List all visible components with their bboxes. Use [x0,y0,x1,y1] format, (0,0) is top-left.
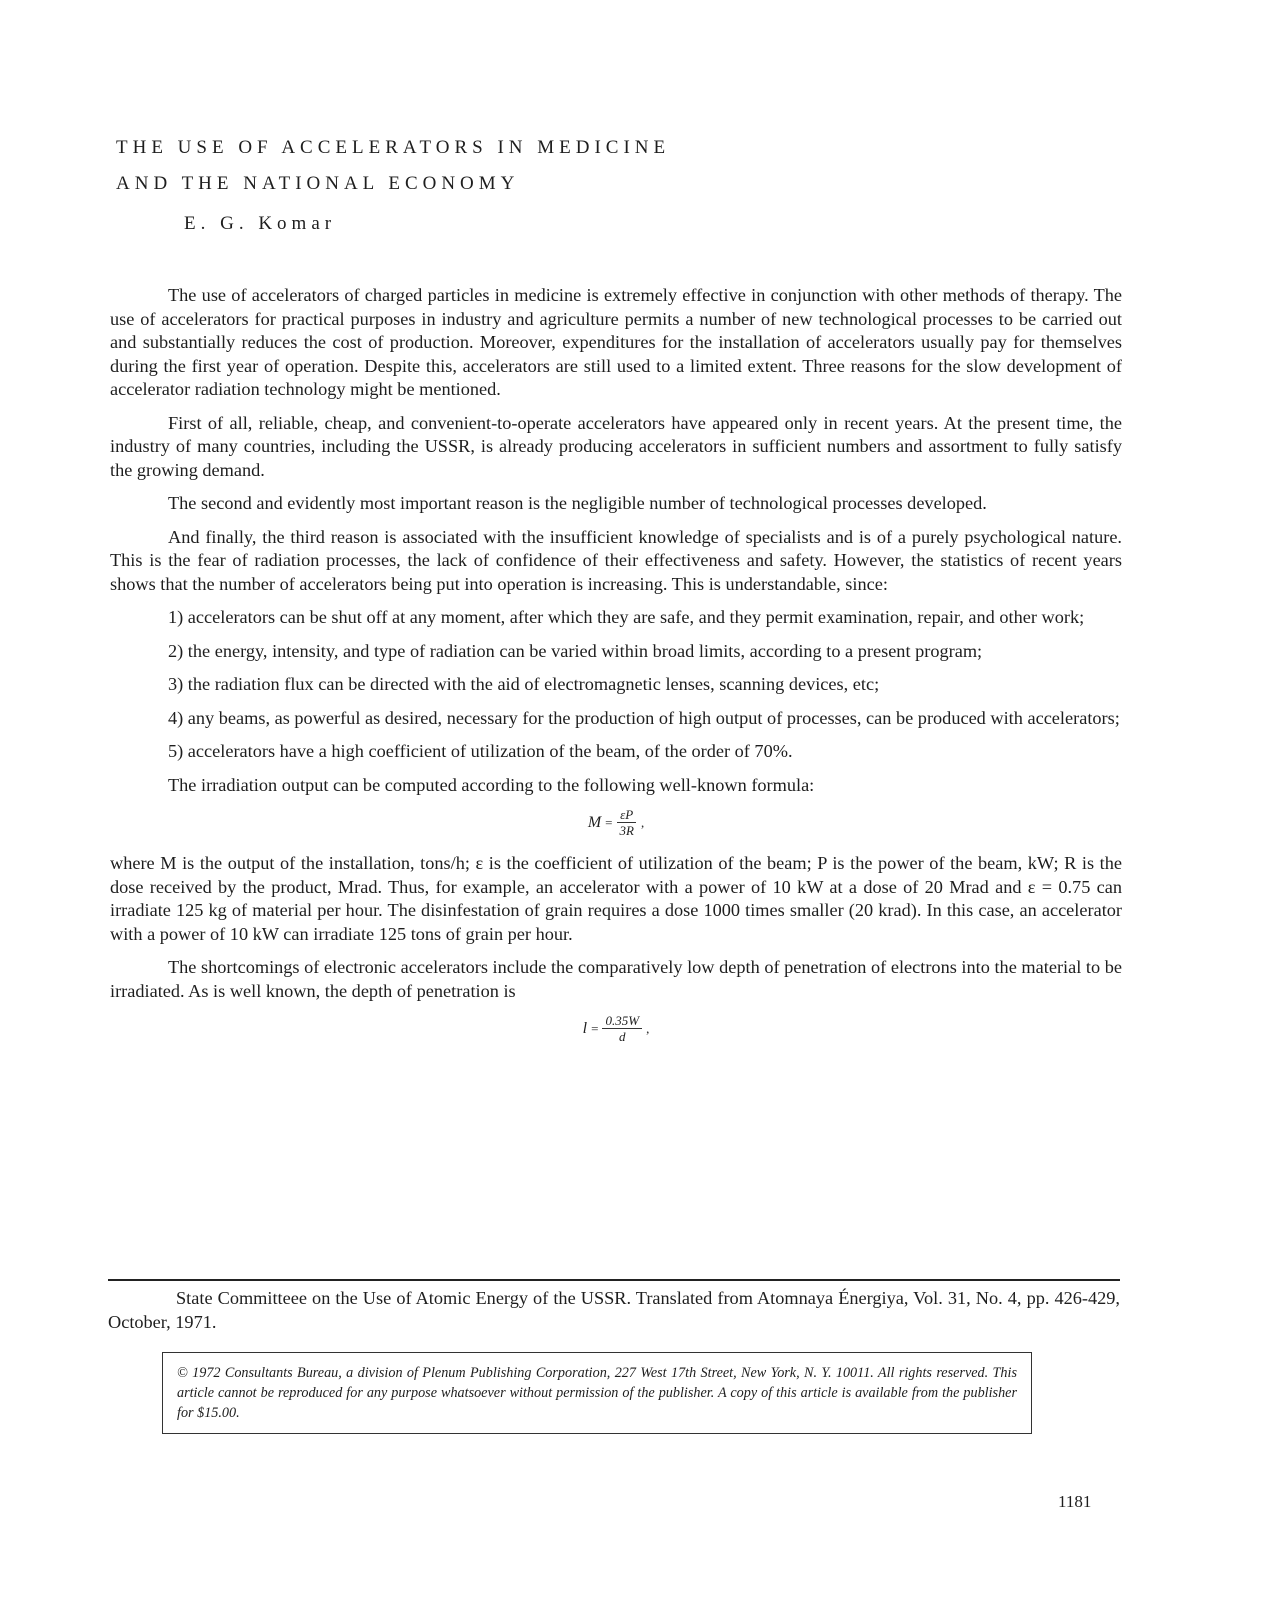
formula-equals: = [605,814,613,830]
page-number: 1181 [1058,1492,1092,1511]
footnote [108,1287,1120,1334]
footnote-text: State Committeee on the Use of Atomic Energy of the USSR. Translated from Atomnaya Énergiya, Vol. 31, No. 4, pp. 426-429, October, 1971. [108,1288,1120,1332]
list-item: 3) the radiation flux can be directed with the aid of electromagnetic lenses, scanning devices, etc; [168,674,880,694]
formula-trail: , [640,814,645,830]
formula-fraction [616,807,636,838]
article-title [116,130,670,202]
formula-equals: = [591,1020,599,1036]
copyright-box: © 1972 Consultants Bureau, a division of Plenum Publishing Corporation, 227 West 17th Street, New York, N. Y. 10011. All rights reserved. This article cannot be reproduced for any purpose whatsoever without permission of the publisher. A copy of this article is available from the publisher for $15.00. [162,1352,1032,1434]
author: E. G. Komar [184,213,337,234]
formula-denominator: 3R [619,823,634,838]
formula-numerator: εP [617,807,636,823]
list-item: 5) accelerators have a high coefficient of utilization of the beam, of the order of 70%. [168,741,793,761]
paragraph: The irradiation output can be computed according to the following well-known formula: [168,774,815,795]
formula-depth [110,1013,1122,1044]
list-item: 1) accelerators can be shut off at any moment, after which they are safe, and they permit examination, repair, and other work; [168,607,1085,627]
formula-output [110,807,1122,838]
formula-denominator: d [619,1029,626,1044]
title-line-2: AND THE NATIONAL ECONOMY [116,173,520,194]
paragraph: The use of accelerators of charged particles in medicine is extremely effective in conjunction with other methods of therapy. The use of accelerators for practical purposes in industry and agriculture permits a number of new technological processes to be carried out and substantially reduces the cost of production. Moreover, expenditures for the installation of accelerators usually pay for themselves during the first year of operation. Despite this, accelerators are still used to a limited extent. Three reasons for the slow development of accelerator radiation technology might be mentioned. [110,285,1122,399]
formula-lhs: M [587,813,602,831]
list-item: 4) any beams, as powerful as desired, necessary for the production of high output of processes, can be produced with accelerators; [168,707,1120,728]
formula-lhs: l [582,1019,588,1037]
paragraph: The second and evidently most important reason is the negligible number of technological processes developed. [168,493,987,513]
footnote-rule [108,1279,1120,1281]
paragraph: The shortcomings of electronic accelerators include the comparatively low depth of penetration of electrons into the material to be irradiated. As is well known, the depth of penetration is [110,957,1122,1001]
article-body [110,284,1122,1058]
list-item: 2) the energy, intensity, and type of radiation can be varied within broad limits, according to a present program; [168,640,983,661]
paragraph: First of all, reliable, cheap, and convenient-to-operate accelerators have appeared only in recent years. At the present time, the industry of many countries, including the USSR, is already producing accelerators in sufficient numbers and assortment to fully satisfy the growing demand. [110,412,1122,480]
formula-numerator: 0.35W [602,1013,642,1029]
formula-fraction [602,1013,642,1044]
title-line-1: THE USE OF ACCELERATORS IN MEDICINE [116,137,671,158]
formula-trail: , [646,1020,650,1036]
paragraph: where M is the output of the installation, tons/h; ε is the coefficient of utilization of the beam; P is the power of the beam, kW; R is the dose received by the product, Mrad. Thus, for example, an accelerator with a power of 10 kW at a dose of 20 Mrad and ε = 0.75 can irradiate 125 kg of material per hour. The disinfestation of grain requires a dose 1000 times smaller (20 krad). In this case, an accelerator with a power of 10 kW can irradiate 125 tons of grain per hour. [110,853,1122,944]
paragraph: And finally, the third reason is associated with the insufficient knowledge of specialists and is of a purely psychological nature. This is the fear of radiation processes, the lack of confidence of their effectiveness and safety. However, the statistics of recent years shows that the number of accelerators being put into operation is increasing. This is understandable, since: [110,526,1122,594]
